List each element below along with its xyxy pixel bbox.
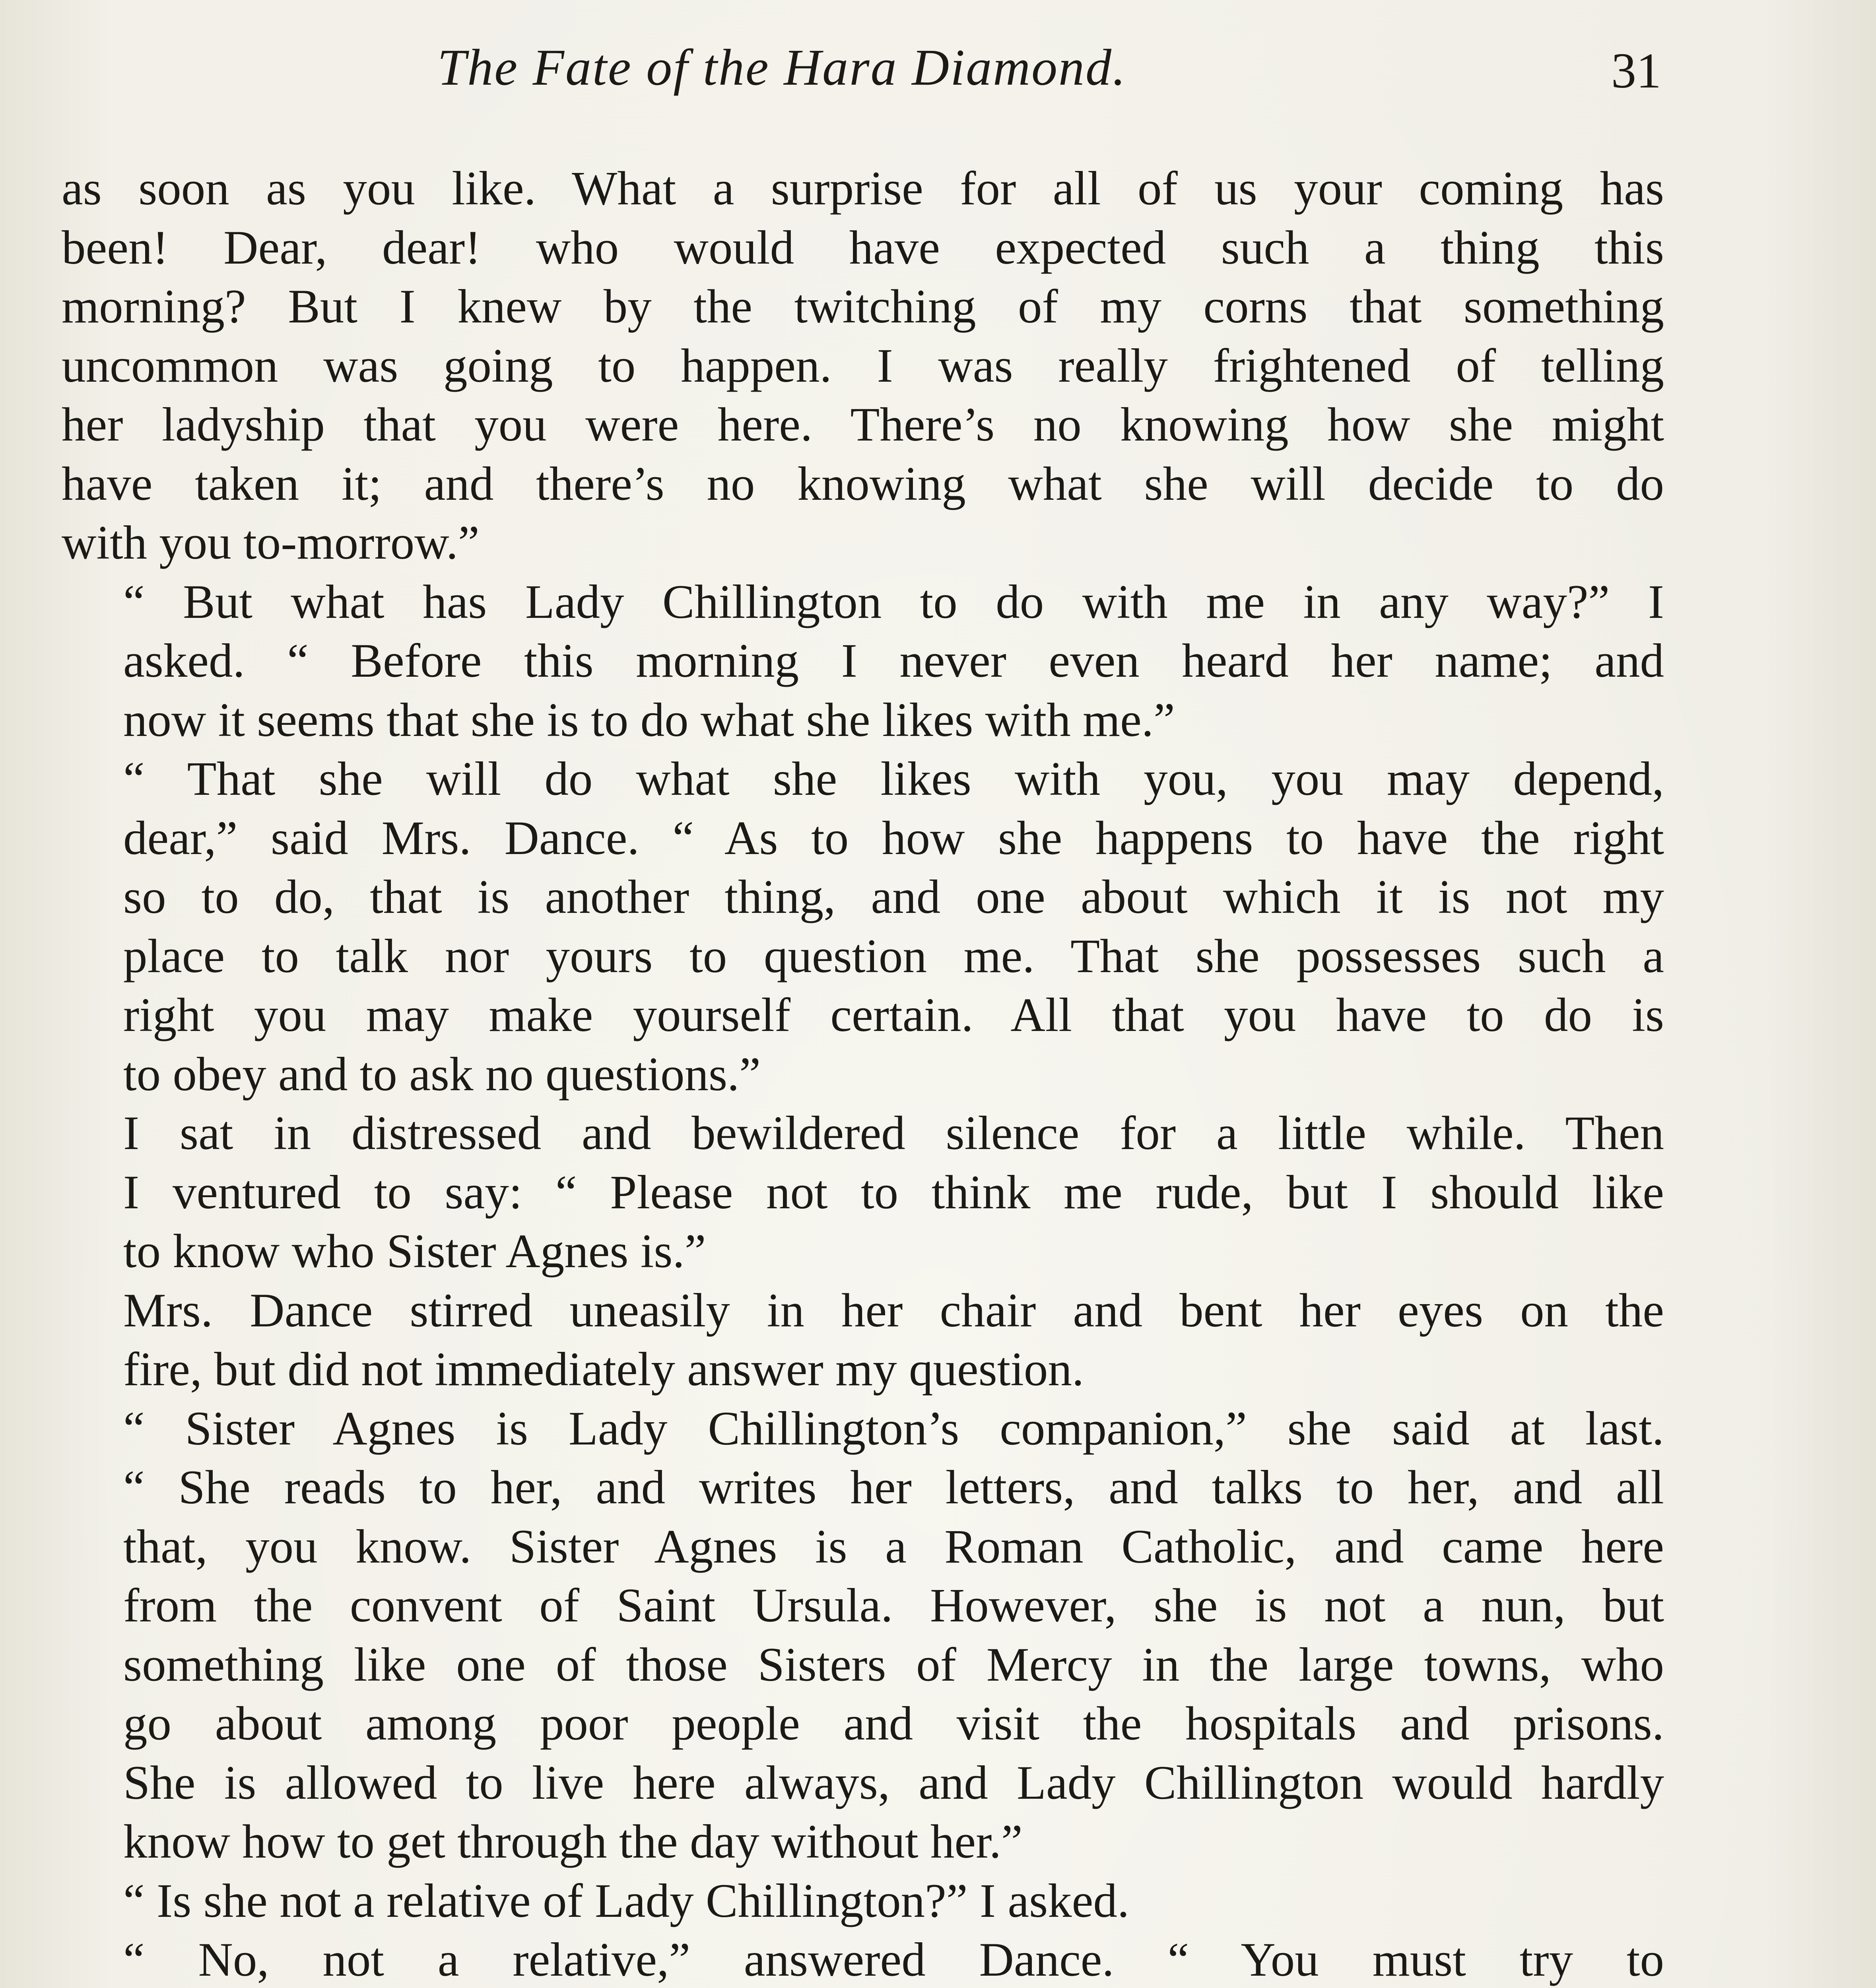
paragraph — [62, 749, 1664, 1104]
text-line: Mrs. Dance stirred uneasily in her chair and bent her eyes on the — [123, 1283, 1664, 1337]
text-line: know how to get through the day without her.” — [123, 1815, 1023, 1868]
paragraph — [62, 1281, 1664, 1399]
text-line: so to do, that is another thing, and one about which it is not my — [123, 870, 1664, 924]
text-line: from the convent of Saint Ursula. However, she is not a nun, but — [123, 1579, 1664, 1632]
text-line: something like one of those Sisters of Mercy in the large towns, who — [123, 1638, 1664, 1691]
text-line: to obey and to ask no questions.” — [123, 1047, 761, 1101]
text-line: “ That she will do what she likes with you, you may depend, — [123, 752, 1664, 806]
text-line: have taken it; and there’s no knowing what she will decide to do — [62, 457, 1664, 511]
text-line: asked. “ Before this morning I never even heard her name; and — [123, 634, 1664, 687]
paragraph — [62, 1872, 1664, 1931]
running-title: The Fate of the Hara Diamond. — [437, 39, 1127, 96]
text-line: I ventured to say: “ Please not to think me rude, but I should like — [123, 1165, 1664, 1219]
text-line: uncommon was going to happen. I was really frightened of telling — [62, 339, 1664, 392]
text-line: “ No, not a relative,” answered Dance. “ You must try to — [123, 1933, 1664, 1986]
paragraph — [62, 1399, 1664, 1872]
text-line: dear,” said Mrs. Dance. “ As to how she happens to have the right — [123, 811, 1664, 865]
text-line: “ But what has Lady Chillington to do with me in any way?” I — [123, 575, 1664, 629]
text-line: go about among poor people and visit the hospitals and prisons. — [123, 1697, 1664, 1750]
text-line: fire, but did not immediately answer my question. — [123, 1343, 1084, 1396]
text-line: morning? But I knew by the twitching of my corns that something — [62, 280, 1664, 333]
text-line: “ She reads to her, and writes her letters, and talks to her, and all — [123, 1461, 1664, 1514]
body-text — [62, 159, 1664, 1988]
text-line: “ Sister Agnes is Lady Chillington’s companion,” she said at last. — [123, 1402, 1664, 1455]
text-line: that, you know. Sister Agnes is a Roman Catholic, and came here — [123, 1520, 1664, 1573]
text-line: her ladyship that you were here. There’s no knowing how she might — [62, 398, 1664, 451]
running-head — [0, 38, 1876, 101]
text-line: been! Dear, dear! who would have expected such a thing this — [62, 221, 1664, 274]
paragraph — [62, 1930, 1664, 1988]
text-line: now it seems that she is to do what she likes with me.” — [123, 693, 1175, 747]
text-line: She is allowed to live here always, and Lady Chillington would hardly — [123, 1756, 1664, 1809]
text-line: place to talk nor yours to question me. That she possesses such a — [123, 929, 1664, 983]
paragraph — [62, 1104, 1664, 1281]
text-line: I sat in distressed and bewildered silence for a little while. Then — [123, 1107, 1664, 1160]
paragraph — [62, 159, 1664, 573]
paragraph — [62, 573, 1664, 750]
page-number: 31 — [1611, 43, 1661, 99]
text-line: right you may make yourself certain. All that you have to do is — [123, 988, 1664, 1042]
text-line: with you to-morrow.” — [62, 516, 480, 569]
text-line: to know who Sister Agnes is.” — [123, 1225, 706, 1278]
text-line: as soon as you like. What a surprise for all of us your coming has — [62, 162, 1664, 215]
text-line: “ Is she not a relative of Lady Chillington?” I asked. — [123, 1874, 1130, 1928]
